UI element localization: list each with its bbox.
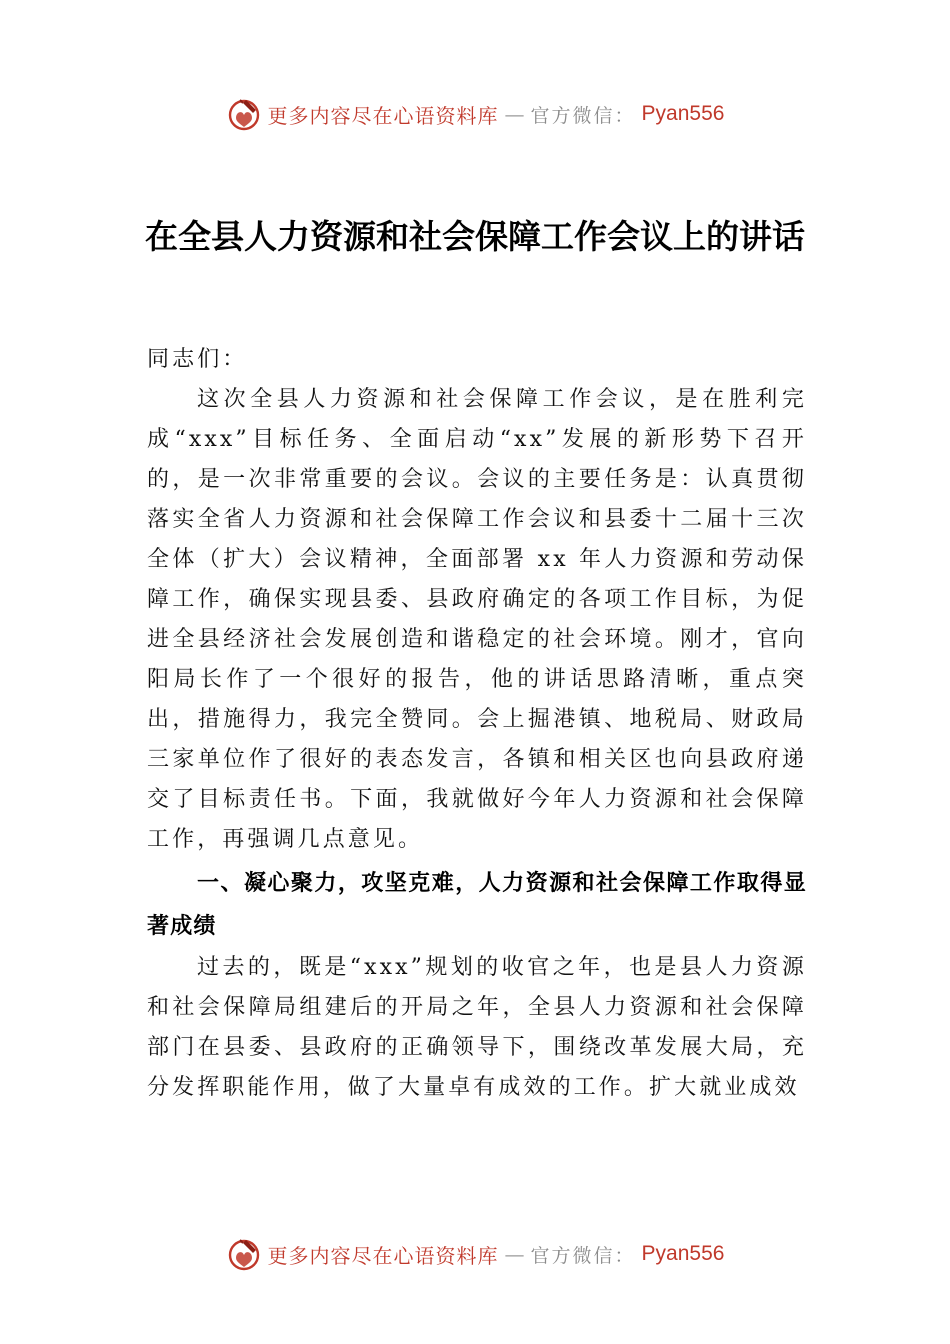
pen-heart-logo-icon [226,96,262,132]
watermark-wechat-label: 官方微信： [530,104,636,127]
footer-watermark [0,1234,950,1274]
watermark-wechat-id: Pyan556 [641,102,725,125]
watermark-wechat-label: 官方微信： [530,1244,636,1267]
watermark-brand-text: 更多内容尽在心语资料库 [267,103,499,128]
document-body [147,340,807,1108]
document-title: 在全县人力资源和社会保障工作会议上的讲话 [145,217,805,256]
header-watermark [0,94,950,134]
section-1-paragraph: 过去的，既是“xxx”规划的收官之年，也是县人力资源和社会保障局组建后的开局之年，全县人力资源和社会保障部门在县委、县政府的正确领导下，围绕改革发展大局，充分发挥职能作用，做了大量卓有成效的工作。扩大就业成效 [147,955,807,1100]
watermark-wechat-id: Pyan556 [641,1242,725,1265]
intro-paragraph: 这次全县人力资源和社会保障工作会议，是在胜利完成“xxx”目标任务、全面启动“xx”发展的新形势下召开的，是一次非常重要的会议。会议的主要任务是：认真贯彻落实全省人力资源和社会保障工作会议和县委十二届十三次全体（扩大）会议精神，全面部署 xx 年人力资源和劳动保障工作，确保实现县委、县政府确定的各项工作目标，为促进全县经济社会发展创造和谐稳定的社会环境。刚才，官向阳局长作了一个很好的报告，他的讲话思路清晰，重点突出，措施得力，我完全赞同。会上掘港镇、地税局、财政局三家单位作了很好的表态发言，各镇和相关区也向县政府递交了目标责任书。下面，我就做好今年人力资源和社会保障工作，再强调几点意见。 [147,387,807,852]
pen-heart-logo-icon [226,1236,262,1272]
watermark-separator: — [504,1242,525,1266]
watermark-brand-text: 更多内容尽在心语资料库 [267,1243,499,1268]
watermark-separator: — [504,102,525,126]
section-1-heading: 一、凝心聚力，攻坚克难，人力资源和社会保障工作取得显著成绩 [147,871,807,939]
salutation: 同志们： [147,347,248,372]
